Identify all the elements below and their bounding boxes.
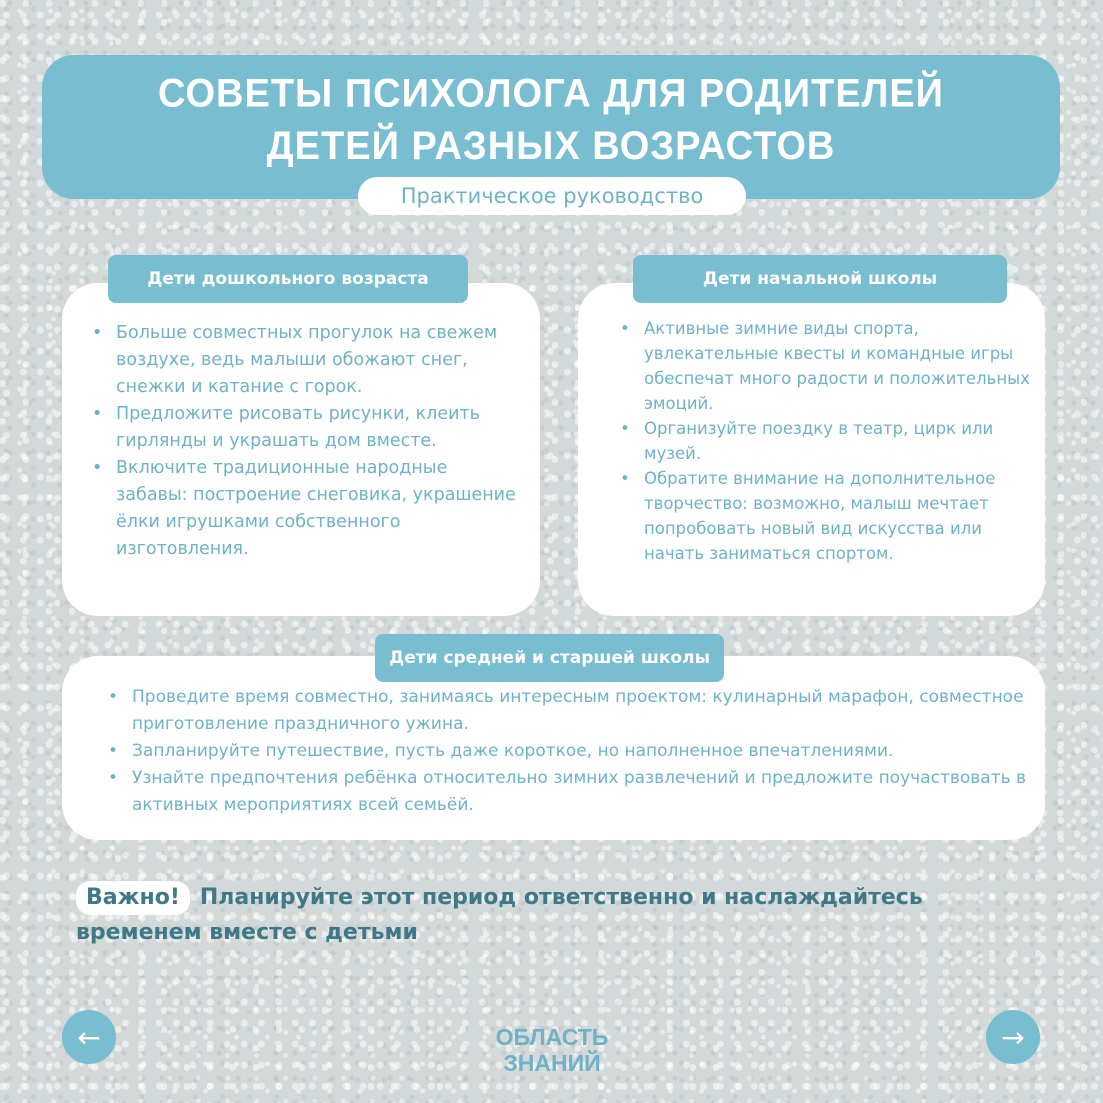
arrow-right-icon: → [1001, 1020, 1025, 1054]
list-item: • Активные зимние виды спорта, увлекательные квесты и командные игры обеспечат много радости и положительных эмоций. [620, 316, 1030, 416]
logo-line-2: ЗНАНИЙ [503, 1050, 601, 1076]
card-label-text: Дети дошкольного возраста [147, 269, 429, 289]
important-text: Планируйте этот период ответственно и наслаждайтесь временем вместе с детьми [76, 885, 923, 945]
page-title [42, 68, 1060, 173]
card-label-primary-school [633, 255, 1007, 303]
prev-button[interactable] [62, 1010, 116, 1064]
subtitle-text: Практическое руководство [400, 184, 704, 208]
list-item: • Проведите время совместно, занимаясь интересным проектом: кулинарный марафон, совместное приготовление праздничного ужина. [108, 684, 1028, 738]
title-line-1: СОВЕТЫ ПСИХОЛОГА ДЛЯ РОДИТЕЛЕЙ [158, 71, 944, 116]
list-middle-high-school [108, 684, 1028, 819]
card-label-middle-high-school [375, 634, 724, 682]
list-item: • Больше совместных прогулок на свежем воздухе, ведь малыши обожают снег, снежки и катание с горок. [92, 320, 522, 401]
important-note [76, 880, 936, 950]
list-item: • Включите традиционные народные забавы: построение снеговика, украшение ёлки игрушками собственного изготовления. [92, 455, 522, 563]
subtitle-badge [358, 177, 746, 215]
list-item: • Обратите внимание на дополнительное творчество: возможно, малыш мечтает попробовать новый вид искусства или начать заниматься спортом. [620, 466, 1030, 566]
arrow-left-icon: ← [77, 1020, 101, 1054]
card-label-text: Дети средней и старшей школы [389, 648, 710, 668]
list-item: • Узнайте предпочтения ребёнка относительно зимних развлечений и предложите поучаствовать в активных мероприятиях всей семьёй. [108, 765, 1028, 819]
list-item: • Организуйте поездку в театр, цирк или музей. [620, 416, 1030, 466]
next-button[interactable] [986, 1010, 1040, 1064]
list-item: • Предложите рисовать рисунки, клеить гирлянды и украшать дом вместе. [92, 401, 522, 455]
logo [452, 1024, 652, 1076]
logo-line-1: ОБЛАСТЬ [495, 1024, 609, 1050]
list-item: • Запланируйте путешествие, пусть даже короткое, но наполненное впечатлениями. [108, 738, 1028, 765]
important-badge: Важно! [76, 881, 190, 915]
card-label-text: Дети начальной школы [702, 269, 938, 289]
list-primary-school [620, 316, 1030, 566]
card-label-preschool [108, 255, 468, 303]
list-preschool [92, 320, 522, 563]
title-line-2: ДЕТЕЙ РАЗНЫХ ВОЗРАСТОВ [266, 124, 836, 169]
